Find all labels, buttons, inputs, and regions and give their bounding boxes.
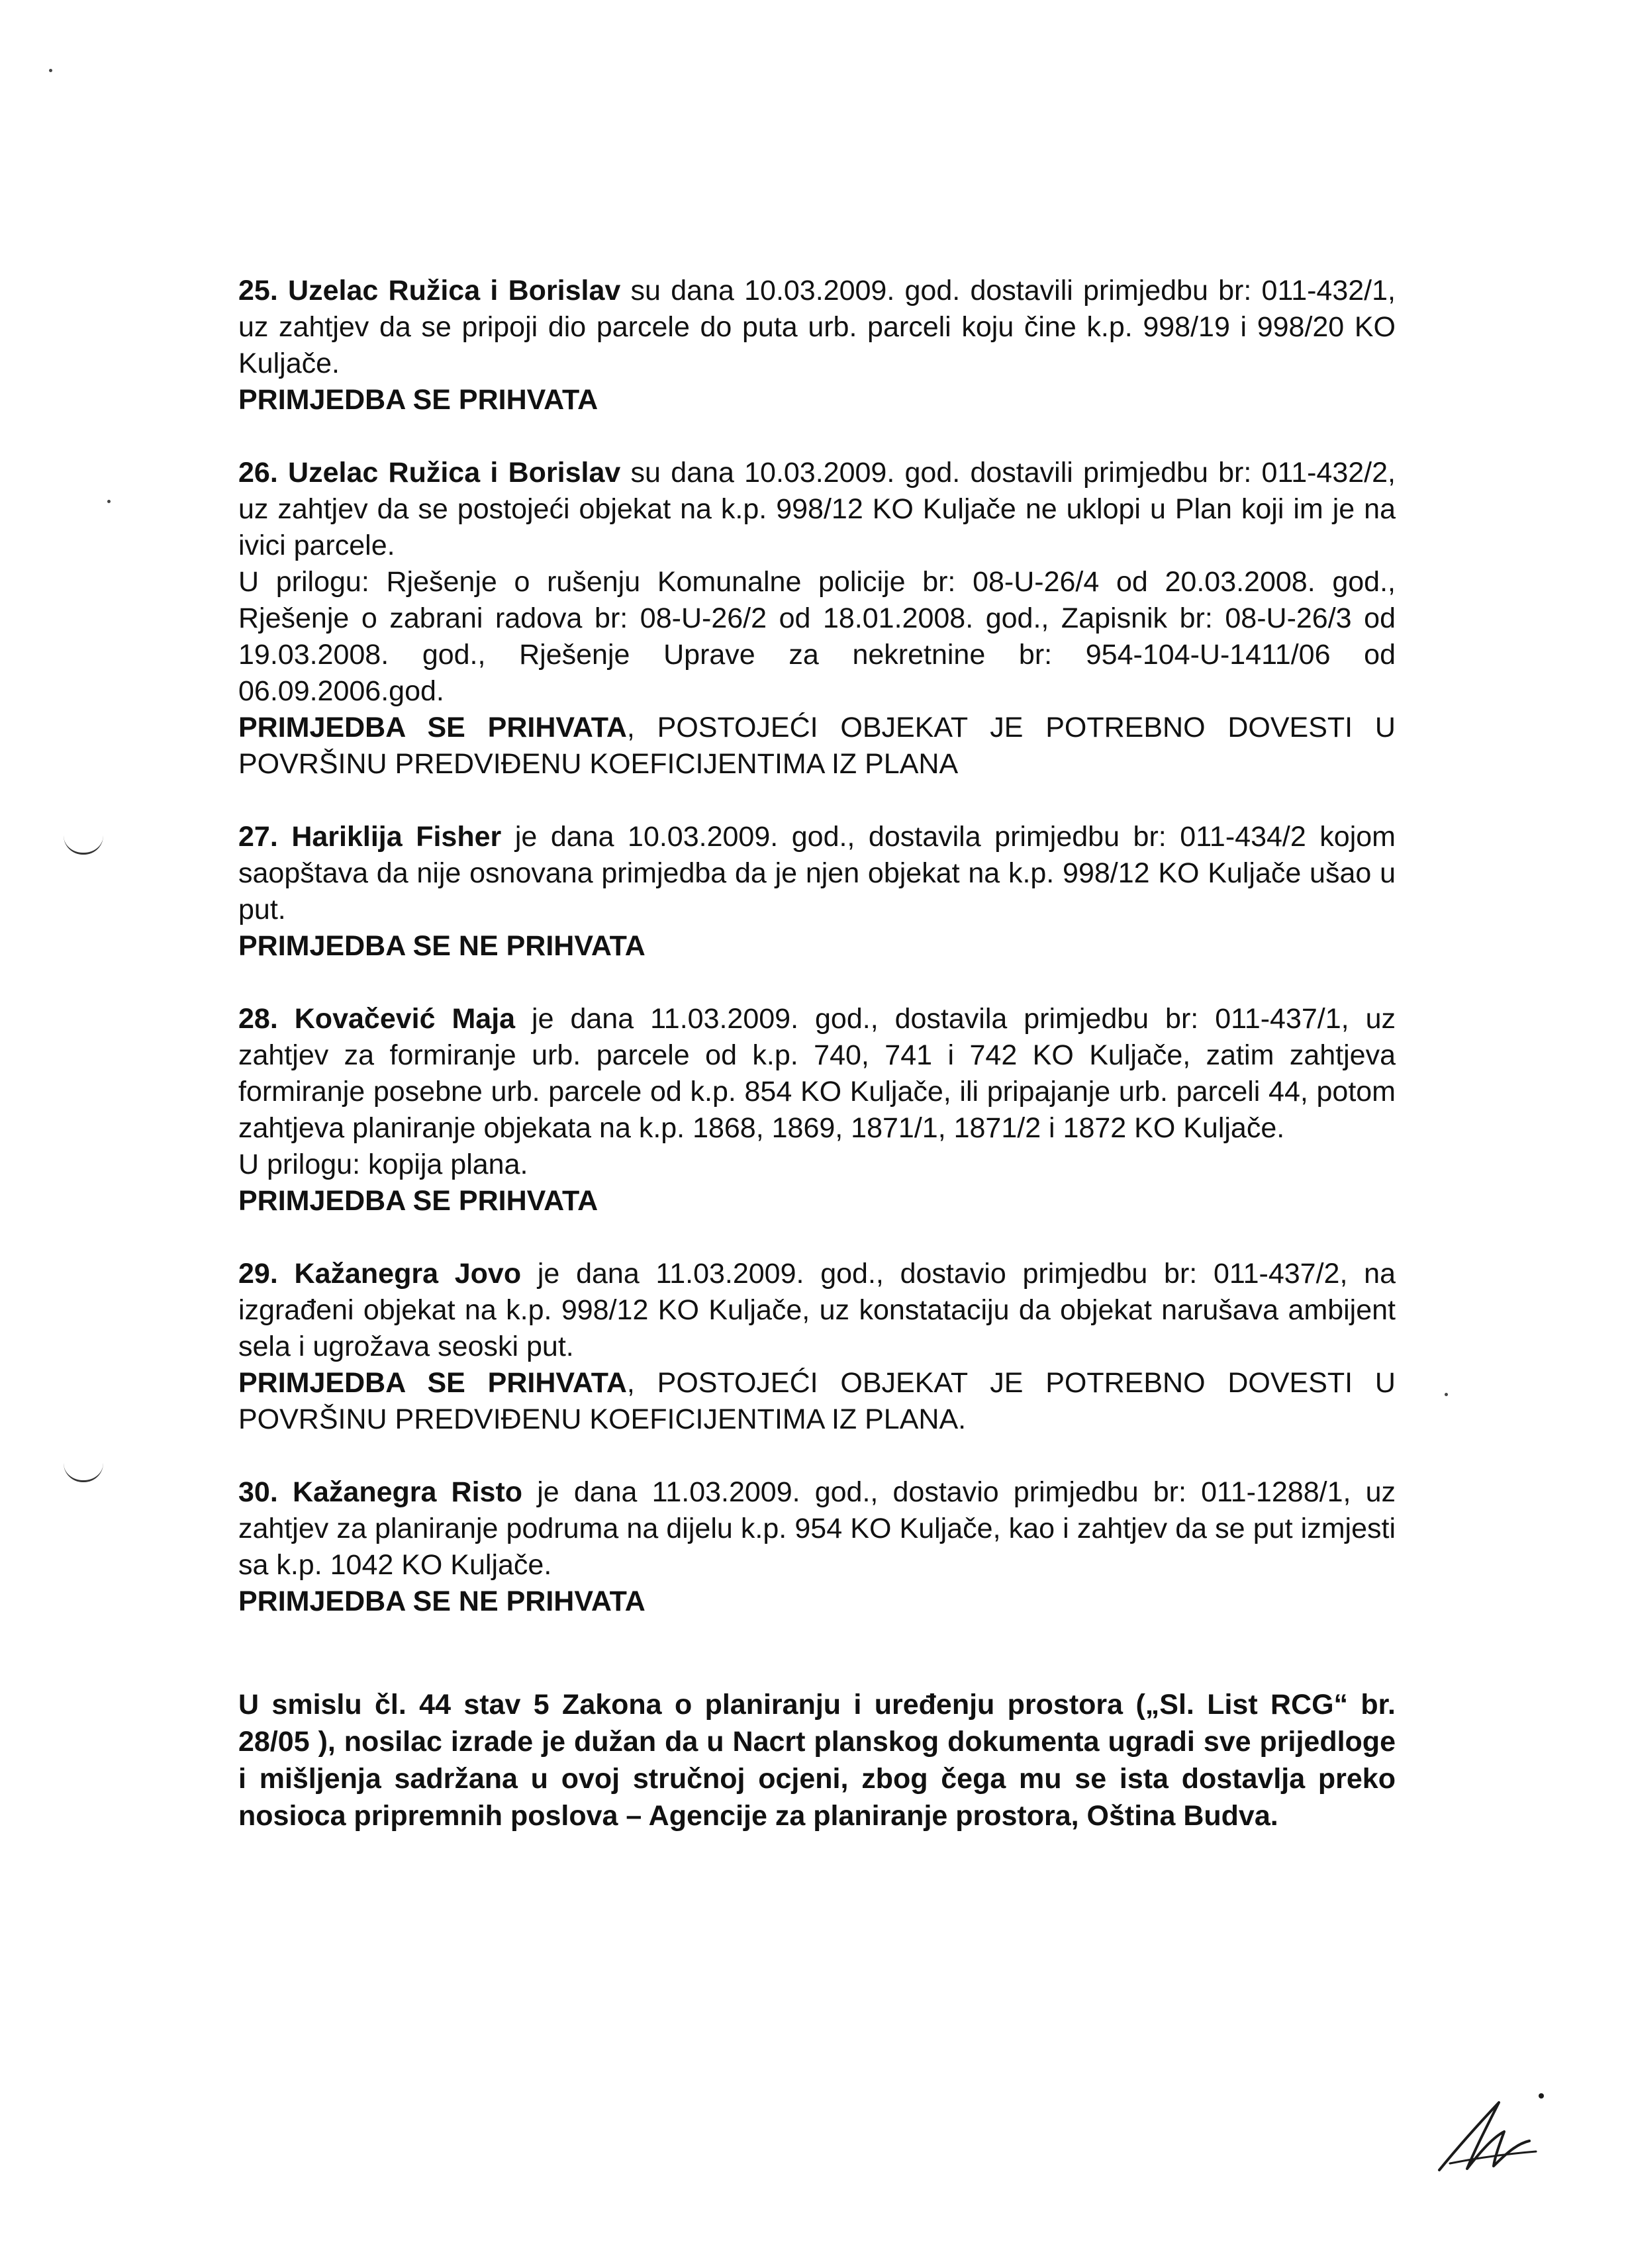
entry-decision: PRIMJEDBA SE NE PRIHVATA	[238, 1585, 646, 1617]
document-body	[238, 273, 1396, 1863]
scan-speck	[49, 69, 52, 72]
objection-entry-25	[238, 273, 1396, 418]
entry-text: je dana 11.03.2009. god., dostavio primjedbu br: 011-1288/1, uz zahtjev za planiranje podruma na dijelu k.p. 954 KO Kuljače, kao i zahtjev da se put izmjesti sa k.p. 1042 KO Kuljače.	[238, 1476, 1396, 1581]
entry-paragraph	[238, 1474, 1396, 1583]
entry-decision-line	[238, 382, 1396, 418]
entry-attachment: U prilogu: kopija plana.	[238, 1149, 528, 1180]
entry-text: je dana 11.03.2009. god., dostavio primjedbu br: 011-437/2, na izgrađeni objekat na k.p. 998/12 KO Kuljače, uz konstataciju da objekat narušava ambijent sela i ugrožava seoski put.	[238, 1258, 1396, 1362]
objection-entry-27	[238, 819, 1396, 965]
punch-hole-mark-upper	[64, 835, 103, 855]
closing-statement: U smislu čl. 44 stav 5 Zakona o planiranju i uređenju prostora („Sl. List RCG“ br. 28/05 ), nosilac izrade je dužan da u Nacrt planskog dokumenta ugradi sve prijedloge i mišljenja sadržana u ovoj stručnoj ocjeni, zbog čega mu se ista dostavlja preko nosioca pripremnih poslova – Agencije za planiranje prostora, Oština Budva.	[238, 1689, 1396, 1832]
entry-decision-line	[238, 710, 1396, 782]
entry-text: su dana 10.03.2009. god. dostavili primjedbu br: 011-432/1, uz zahtjev da se pripoji dio parcele do puta urb. parceli koju čine k.p. 998/19 i 998/20 KO Kuljače.	[238, 275, 1396, 379]
scan-speck	[107, 500, 111, 503]
entry-number: 30.	[238, 1476, 278, 1508]
entry-text: je dana 10.03.2009. god., dostavila primjedbu br: 011-434/2 kojom saopštava da nije osnovana primjedba da je njen objekat na k.p. 998/12 KO Kuljače ušao u put.	[238, 821, 1396, 925]
entry-decision: PRIMJEDBA SE PRIHVATA	[238, 1185, 598, 1217]
entry-decision: PRIMJEDBA SE PRIHVATA	[238, 1367, 627, 1399]
objection-entry-26	[238, 455, 1396, 782]
entry-decision: PRIMJEDBA SE NE PRIHVATA	[238, 930, 646, 962]
entry-text: je dana 11.03.2009. god., dostavila primjedbu br: 011-437/1, uz zahtjev za formiranje urb. parcele od k.p. 740, 741 i 742 KO Kuljače, zatim zahtjeva formiranje posebne urb. parcele od k.p. 854 KO Kuljače, ili pripajanje urb. parceli 44, potom zahtjeva planiranje objekata na k.p. 1868, 1869, 1871/1, 1871/2 i 1872 KO Kuljače.	[238, 1003, 1396, 1144]
entry-decision: PRIMJEDBA SE PRIHVATA	[238, 384, 598, 416]
entry-paragraph	[238, 455, 1396, 564]
entry-text: su dana 10.03.2009. god. dostavili primjedbu br: 011-432/2, uz zahtjev da se postojeći objekat na k.p. 998/12 KO Kuljače ne uklopi u Plan koji im je na ivici parcele.	[238, 457, 1396, 561]
entry-decision-note: , POSTOJEĆI OBJEKAT JE POTREBNO DOVESTI U POVRŠINU PREDVIĐENU KOEFICIJENTIMA IZ PLANA	[238, 712, 1396, 780]
entry-decision-line	[238, 928, 1396, 965]
entry-number: 28.	[238, 1003, 278, 1035]
entry-paragraph	[238, 819, 1396, 928]
entry-number: 25.	[238, 275, 278, 307]
entry-number: 29.	[238, 1258, 278, 1290]
objection-entry-29	[238, 1256, 1396, 1438]
entry-decision: PRIMJEDBA SE PRIHVATA	[238, 712, 627, 743]
punch-hole-mark-lower	[64, 1463, 103, 1482]
entry-submitter: Hariklija Fisher	[291, 821, 502, 853]
objection-entry-30	[238, 1474, 1396, 1620]
entry-submitter: Kažanegra Jovo	[294, 1258, 522, 1290]
entry-submitter: Kažanegra Risto	[292, 1476, 523, 1508]
entry-decision-line	[238, 1365, 1396, 1438]
entry-paragraph	[238, 1001, 1396, 1147]
entry-decision-line	[238, 1583, 1396, 1620]
entry-submitter: Uzelac Ružica i Borislav	[288, 457, 621, 489]
scan-speck	[1445, 1393, 1448, 1396]
entry-submitter: Uzelac Ružica i Borislav	[288, 275, 621, 307]
entry-submitter: Kovačević Maja	[294, 1003, 516, 1035]
entry-number: 26.	[238, 457, 278, 489]
entry-paragraph	[238, 273, 1396, 382]
objection-entry-28	[238, 1001, 1396, 1219]
entry-attachment: U prilogu: Rješenje o rušenju Komunalne policije br: 08-U-26/4 od 20.03.2008. god., Rješenje o zabrani radova br: 08-U-26/2 od 18.01.2008. god., Zapisnik br: 08-U-26/3 od 19.03.2008. god., Rješenje Uprave za nekretnine br: 954-104-U-1411/06 od 06.09.2006.god.	[238, 566, 1396, 707]
entry-decision-line	[238, 1183, 1396, 1219]
handwritten-signature	[1430, 2085, 1549, 2185]
entry-decision-note: , POSTOJEĆI OBJEKAT JE POTREBNO DOVESTI U POVRŠINU PREDVIĐENU KOEFICIJENTIMA IZ PLANA.	[238, 1367, 1396, 1435]
entry-paragraph	[238, 1256, 1396, 1365]
entry-number: 27.	[238, 821, 278, 853]
